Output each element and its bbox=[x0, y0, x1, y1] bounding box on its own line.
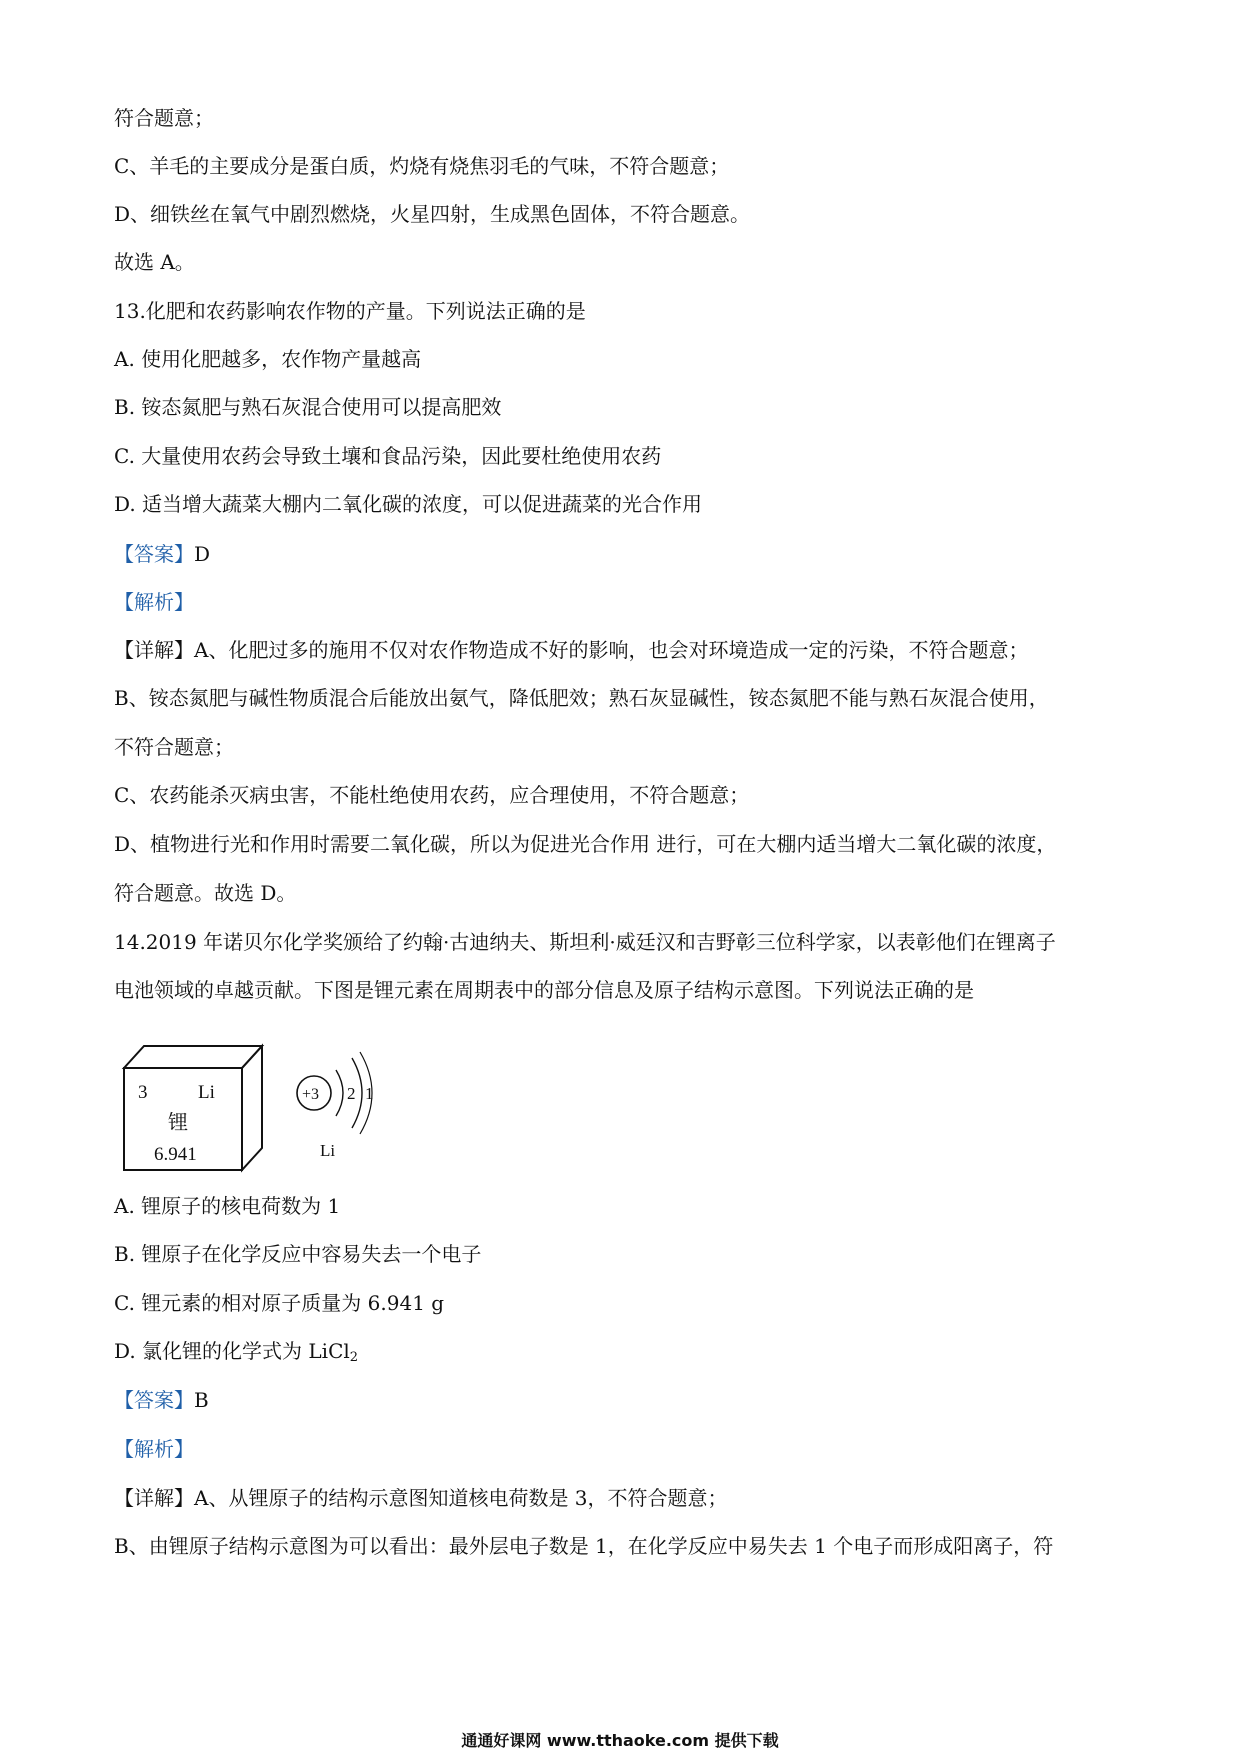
answer-tag: 【答案】 bbox=[114, 1388, 194, 1412]
atom-label: Li bbox=[320, 1141, 336, 1160]
question-14-stem-2: 电池领域的卓越贡献。下图是锂元素在周期表中的部分信息及原子结构示意图。下列说法正确的是 bbox=[114, 978, 974, 1002]
question-13-stem: 13.化肥和农药影响农作物的产量。下列说法正确的是 bbox=[114, 299, 586, 323]
question-13-detail-3: 不符合题意； bbox=[114, 735, 234, 759]
element-cube bbox=[124, 1046, 262, 1170]
question-14-option-a: A. 锂原子的核电荷数为 1 bbox=[114, 1194, 341, 1218]
question-13-detail-4: C、农药能杀灭病虫害，不能杜绝使用农药，应合理使用，不符合题意； bbox=[114, 783, 750, 807]
question-13-detail-5: D、植物进行光和作用时需要二氧化碳，所以为促进光合作用 进行，可在大棚内适当增大二氧化碳的浓度， bbox=[114, 832, 1057, 856]
text-line: C、羊毛的主要成分是蛋白质，灼烧有烧焦羽毛的气味，不符合题意； bbox=[114, 154, 730, 178]
element-symbol: Li bbox=[198, 1082, 215, 1103]
question-13-option-d: D. 适当增大蔬菜大棚内二氧化碳的浓度，可以促进蔬菜的光合作用 bbox=[114, 492, 703, 516]
text-line: D、细铁丝在氧气中剧烈燃烧，火星四射，生成黑色固体，不符合题意。 bbox=[114, 202, 751, 226]
nucleus-charge: +3 bbox=[302, 1086, 320, 1103]
question-13-option-b: B. 铵态氮肥与熟石灰混合使用可以提高肥效 bbox=[114, 395, 502, 419]
question-14-answer bbox=[114, 1386, 209, 1414]
footer-source: 通通好课网 www.tthaoke.com 提供下载 bbox=[461, 1731, 779, 1750]
atomic-number: 3 bbox=[138, 1082, 148, 1103]
question-14-analysis-tag: 【解析】 bbox=[114, 1437, 194, 1461]
question-14-option-b: B. 锂原子在化学反应中容易失去一个电子 bbox=[114, 1242, 482, 1266]
atom-structure-diagram bbox=[297, 1052, 374, 1160]
atomic-mass: 6.941 bbox=[154, 1144, 197, 1165]
question-14-detail-1: 【详解】A、从锂原子的结构示意图知道核电荷数是 3，不符合题意； bbox=[114, 1486, 728, 1510]
question-13-detail-6: 符合题意。故选 D。 bbox=[114, 881, 297, 905]
shell-1-electrons: 2 bbox=[347, 1084, 356, 1103]
text-line: 故选 A。 bbox=[114, 250, 195, 274]
text-line: 符合题意； bbox=[114, 106, 214, 130]
element-name: 锂 bbox=[168, 1112, 188, 1134]
question-13-analysis-tag: 【解析】 bbox=[114, 590, 194, 614]
question-13-detail-2: B、铵态氮肥与碱性物质混合后能放出氨气，降低肥效；熟石灰显碱性，铵态氮肥不能与熟石灰混合使用， bbox=[114, 686, 1049, 710]
question-14-option-d bbox=[114, 1337, 358, 1365]
option-d-text: D. 氯化锂的化学式为 LiCl bbox=[114, 1339, 350, 1363]
answer-value: D bbox=[194, 542, 211, 566]
question-14-detail-2: B、由锂原子结构示意图为可以看出：最外层电子数是 1，在化学反应中易失去 1 个电子而形成阳离子，符 bbox=[114, 1534, 1054, 1558]
shell-2-electrons: 1 bbox=[365, 1084, 374, 1103]
answer-value: B bbox=[194, 1388, 209, 1412]
question-13-option-a: A. 使用化肥越多，农作物产量越高 bbox=[114, 347, 422, 371]
question-13-detail-1: 【详解】A、化肥过多的施用不仅对农作物造成不好的影响，也会对环境造成一定的污染，不符合题意； bbox=[114, 638, 1029, 662]
answer-tag: 【答案】 bbox=[114, 542, 194, 566]
question-13-option-c: C. 大量使用农药会导致土壤和食品污染，因此要杜绝使用农药 bbox=[114, 444, 662, 468]
lithium-figure bbox=[118, 1038, 398, 1178]
question-13-answer bbox=[114, 540, 210, 568]
shell-arc-1 bbox=[336, 1070, 343, 1116]
question-14-option-c: C. 锂元素的相对原子质量为 6.941 g bbox=[114, 1291, 445, 1315]
question-14-stem-1: 14.2019 年诺贝尔化学奖颁给了约翰·古迪纳夫、斯坦利·威廷汉和吉野彰三位科学家，以表彰他们在锂离子 bbox=[114, 930, 1056, 954]
option-d-subscript: 2 bbox=[349, 1350, 359, 1365]
